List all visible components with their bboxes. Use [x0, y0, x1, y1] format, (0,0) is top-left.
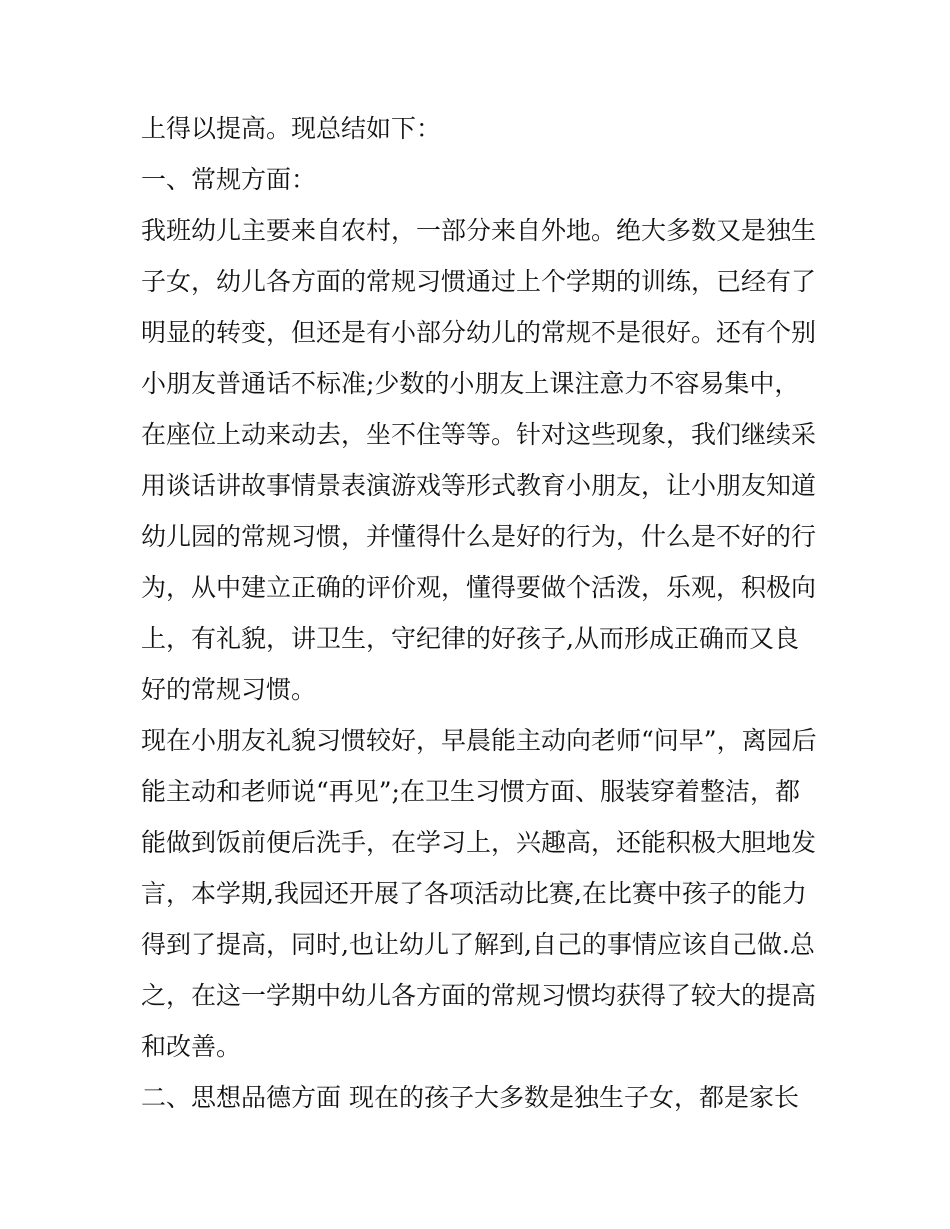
text-line: 和改善。	[141, 1032, 242, 1061]
text-line: 子女，幼儿各方面的常规习惯通过上个学期的训练，已经有了	[141, 267, 817, 296]
text-line: 上，有礼貌，讲卫生，守纪律的好孩子,从而形成正确而又良	[141, 624, 799, 653]
text-line: 言，本学期,我园还开展了各项活动比赛,在比赛中孩子的能力	[141, 879, 807, 908]
text-line: 能做到饭前便后洗手，在学习上，兴趣高，还能积极大胆地发	[141, 828, 817, 857]
text-line: 好的常规习惯。	[141, 675, 317, 704]
text-line: 为，从中建立正确的评价观，懂得要做个活泼，乐观，积极向	[141, 573, 817, 602]
text-line: 上得以提高。现总结如下：	[141, 114, 442, 143]
text-line: 小朋友普通话不标准;少数的小朋友上课注意力不容易集中，	[141, 369, 800, 398]
text-line: 得到了提高，同时,也让幼儿了解到,自己的事情应该自己做.总	[141, 930, 815, 959]
text-line: 能主动和老师说“再见”;在卫生习惯方面、服装穿着整洁，都	[141, 777, 800, 806]
section-heading: 一、常规方面：	[141, 165, 317, 194]
section-heading: 二、思想品德方面 现在的孩子大多数是独生子女，都是家长	[141, 1083, 799, 1112]
text-line: 在座位上动来动去，坐不住等等。针对这些现象，我们继续采	[141, 420, 817, 449]
text-line: 明显的转变，但还是有小部分幼儿的常规不是很好。还有个别	[141, 318, 817, 347]
text-line: 幼儿园的常规习惯，并懂得什么是好的行为，什么是不好的行	[141, 522, 817, 551]
text-line: 现在小朋友礼貌习惯较好，早晨能主动向老师“问早”，离园后	[141, 726, 817, 755]
text-line: 之，在这一学期中幼儿各方面的常规习惯均获得了较大的提高	[141, 981, 817, 1010]
text-line: 用谈话讲故事情景表演游戏等形式教育小朋友，让小朋友知道	[141, 471, 817, 500]
text-line: 我班幼儿主要来自农村，一部分来自外地。绝大多数又是独生	[141, 216, 817, 245]
